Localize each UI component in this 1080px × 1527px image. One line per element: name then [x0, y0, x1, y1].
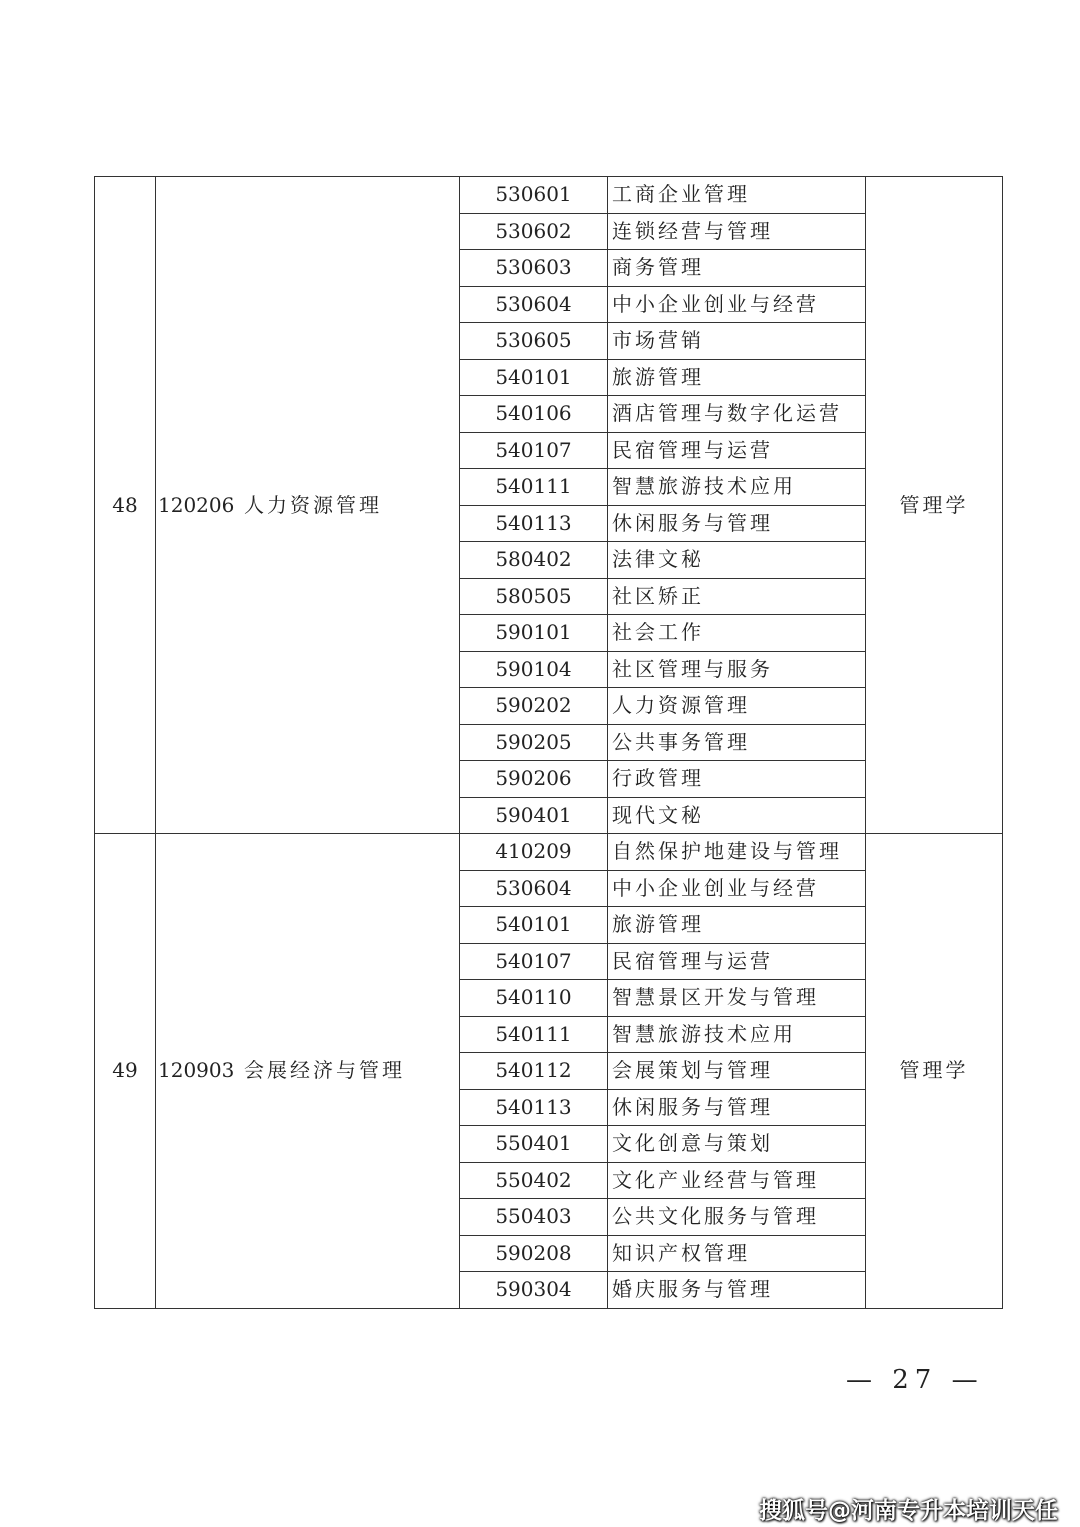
vocational-code-cell: 540113 [460, 1089, 608, 1126]
page-number: — 27 — [846, 1365, 984, 1395]
vocational-name-cell: 人力资源管理 [608, 688, 866, 725]
vocational-code-cell: 590206 [460, 761, 608, 798]
vocational-name-cell: 中小企业创业与经营 [608, 870, 866, 907]
vocational-name-cell: 民宿管理与运营 [608, 432, 866, 469]
vocational-code-cell: 540111 [460, 1016, 608, 1053]
vocational-name-cell: 社区管理与服务 [608, 651, 866, 688]
undergrad-major-name: 会展经济与管理 [244, 1058, 405, 1083]
vocational-code-cell: 540112 [460, 1053, 608, 1090]
seq-number-cell: 49 [95, 834, 156, 1309]
vocational-name-cell: 行政管理 [608, 761, 866, 798]
vocational-name-cell: 会展策划与管理 [608, 1053, 866, 1090]
seq-number-cell: 48 [95, 177, 156, 834]
vocational-name-cell: 商务管理 [608, 250, 866, 287]
vocational-code-cell: 590208 [460, 1235, 608, 1272]
vocational-name-cell: 中小企业创业与经营 [608, 286, 866, 323]
undergrad-major-cell [156, 834, 460, 1309]
vocational-code-cell: 410209 [460, 834, 608, 871]
major-mapping-table [94, 176, 1003, 1309]
vocational-code-cell: 590101 [460, 615, 608, 652]
vocational-code-cell: 580505 [460, 578, 608, 615]
vocational-code-cell: 550401 [460, 1126, 608, 1163]
vocational-name-cell: 法律文秘 [608, 542, 866, 579]
vocational-name-cell: 文化产业经营与管理 [608, 1162, 866, 1199]
table-row [95, 177, 1003, 214]
vocational-name-cell: 知识产权管理 [608, 1235, 866, 1272]
vocational-code-cell: 590304 [460, 1272, 608, 1309]
undergrad-major-code: 120903 [158, 1058, 235, 1083]
undergrad-major-cell [156, 177, 460, 834]
vocational-name-cell: 公共事务管理 [608, 724, 866, 761]
table-row [95, 834, 1003, 871]
vocational-code-cell: 590205 [460, 724, 608, 761]
vocational-code-cell: 530604 [460, 286, 608, 323]
vocational-name-cell: 社会工作 [608, 615, 866, 652]
discipline-category-cell: 管理学 [866, 177, 1003, 834]
vocational-name-cell: 现代文秘 [608, 797, 866, 834]
vocational-name-cell: 旅游管理 [608, 359, 866, 396]
vocational-code-cell: 530604 [460, 870, 608, 907]
vocational-code-cell: 550402 [460, 1162, 608, 1199]
vocational-code-cell: 540113 [460, 505, 608, 542]
vocational-name-cell: 文化创意与策划 [608, 1126, 866, 1163]
undergrad-major-code: 120206 [158, 492, 235, 517]
vocational-name-cell: 公共文化服务与管理 [608, 1199, 866, 1236]
undergrad-major-name: 人力资源管理 [244, 492, 382, 517]
vocational-code-cell: 540106 [460, 396, 608, 433]
vocational-code-cell: 590104 [460, 651, 608, 688]
vocational-code-cell: 530605 [460, 323, 608, 360]
vocational-code-cell: 550403 [460, 1199, 608, 1236]
vocational-name-cell: 旅游管理 [608, 907, 866, 944]
vocational-code-cell: 540111 [460, 469, 608, 506]
vocational-name-cell: 社区矫正 [608, 578, 866, 615]
vocational-code-cell: 540110 [460, 980, 608, 1017]
vocational-name-cell: 休闲服务与管理 [608, 1089, 866, 1126]
vocational-code-cell: 590401 [460, 797, 608, 834]
vocational-name-cell: 休闲服务与管理 [608, 505, 866, 542]
vocational-code-cell: 530603 [460, 250, 608, 287]
vocational-name-cell: 智慧旅游技术应用 [608, 469, 866, 506]
discipline-category-cell: 管理学 [866, 834, 1003, 1309]
watermark: 搜狐号@河南专升本培训天任 [759, 1498, 1058, 1524]
vocational-code-cell: 530601 [460, 177, 608, 214]
vocational-code-cell: 590202 [460, 688, 608, 725]
vocational-name-cell: 婚庆服务与管理 [608, 1272, 866, 1309]
vocational-name-cell: 自然保护地建设与管理 [608, 834, 866, 871]
vocational-code-cell: 540107 [460, 432, 608, 469]
vocational-name-cell: 智慧景区开发与管理 [608, 980, 866, 1017]
vocational-name-cell: 市场营销 [608, 323, 866, 360]
vocational-name-cell: 民宿管理与运营 [608, 943, 866, 980]
vocational-code-cell: 530602 [460, 213, 608, 250]
vocational-name-cell: 连锁经营与管理 [608, 213, 866, 250]
vocational-name-cell: 酒店管理与数字化运营 [608, 396, 866, 433]
vocational-code-cell: 540101 [460, 907, 608, 944]
vocational-name-cell: 智慧旅游技术应用 [608, 1016, 866, 1053]
vocational-code-cell: 580402 [460, 542, 608, 579]
vocational-name-cell: 工商企业管理 [608, 177, 866, 214]
vocational-code-cell: 540107 [460, 943, 608, 980]
vocational-code-cell: 540101 [460, 359, 608, 396]
